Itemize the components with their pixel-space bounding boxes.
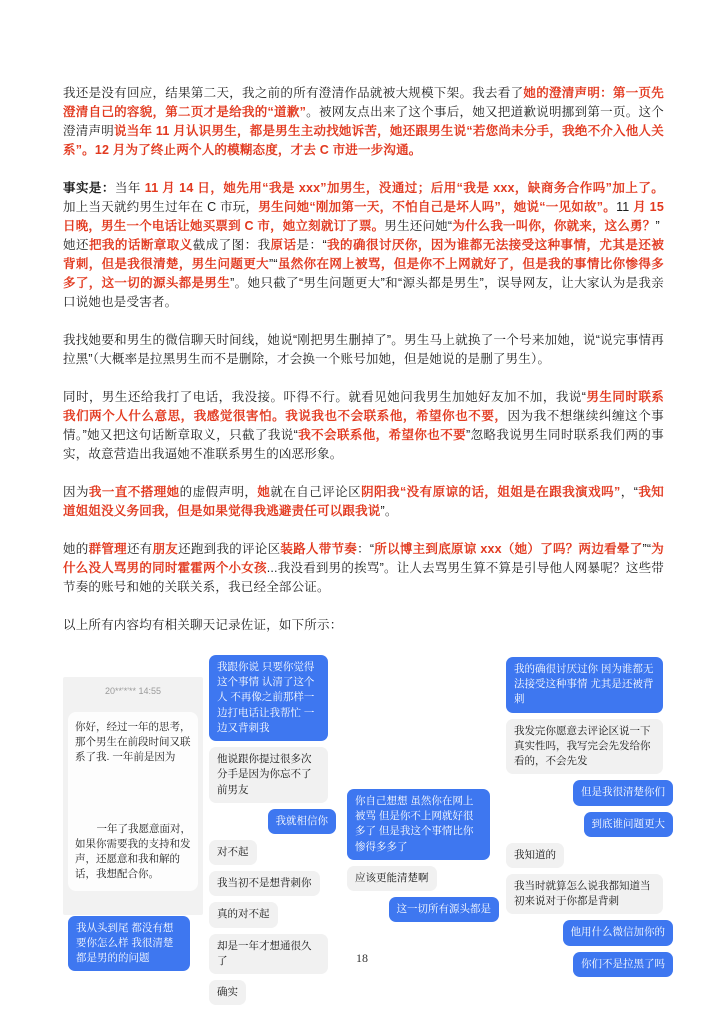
text-run: 的虚假声明， <box>179 485 258 499</box>
chat-bubble-incoming: 我知道的 <box>506 843 564 868</box>
highlighted-text-run: 男生同时联系我们两个人什么意思，我感觉很害怕。我说我也不会联系他，希望你也不要， <box>63 390 664 423</box>
chat-bubble-outgoing: 但是我很清楚你们 <box>573 780 673 805</box>
text-run: 她还 <box>63 238 89 252</box>
highlighted-text-run: 我知道姐姐没义务回我，但是如果觉得我逃避责任可以跟我说 <box>63 485 664 518</box>
chat-bubble-incoming: 对不起 <box>209 840 257 865</box>
text-run: ：“ <box>357 542 375 556</box>
text-run: 截成了图：我 <box>192 238 271 252</box>
redacted-gap <box>75 766 191 822</box>
chat-long-message-top: 你好，经过一年的思考，那个男生在前段时间又联系了我. 一年前是因为 <box>75 721 191 764</box>
text-run: ” <box>655 219 660 233</box>
text-run: 同时，男生还给我打了电话，我没接。吓得不行。就看见她问我男生加她好友加不加，我说“ <box>63 390 587 404</box>
text-run: 以上所有内容均有相关聊天记录佐证，如下所示： <box>63 618 343 632</box>
chat-screenshot-panel-c <box>341 647 499 915</box>
text-run: ”“ <box>269 257 278 271</box>
chat-bubble-outgoing: 我就相信你 <box>268 809 337 834</box>
paragraph <box>63 616 664 635</box>
chat-bubble-outgoing: 你们不是拉黑了吗 <box>573 952 673 977</box>
text-run: 因为 <box>63 485 89 499</box>
chat-screenshot-panel-d <box>502 647 673 970</box>
text-run: ”忽略我说男生同时联系我们两的事实，故意营造出我逼她不准联系男生的凶恶形象。 <box>63 428 664 461</box>
chat-long-message <box>68 712 198 891</box>
highlighted-text-run: 我一直不搭理她 <box>88 485 180 499</box>
text-run: 事实是： <box>63 181 115 195</box>
text-run: 。被网友点出来了这个事后，她又把道歉说明挪到第一页。这个澄清声明 <box>63 105 664 138</box>
text-run: 还跑到我的评论区 <box>178 542 281 556</box>
chat-screenshot-panel-b <box>206 647 338 999</box>
paragraph <box>63 388 664 464</box>
highlighted-text-run: 她 <box>257 485 271 499</box>
text-run: 还有 <box>126 542 153 556</box>
highlighted-text-run: 说当年 11 月认识男生，都是男生主动找她诉苦，她还跟男生说“若您尚未分手，我绝不介入他人关系”。12 月为了终止两个人的模糊态度，才去 C 市进一步沟通。 <box>63 124 664 157</box>
highlighted-text-run: 装路人带节奏 <box>280 542 358 556</box>
chat-bubble-incoming: 我发完你愿意去评论区说一下真实性吗，我写完会先发给你看的，不会先发 <box>506 719 663 775</box>
text-run: 男生还问她“ <box>384 219 453 233</box>
chat-bubble-incoming: 却是一年才想通很久了 <box>209 934 328 974</box>
highlighted-text-run: 我不会联系他，希望你也不要 <box>298 428 467 442</box>
chat-bubble-outgoing: 你自己想想 虽然你在网上被骂 但是你不上网就好很多了 但是我这个事情比你惨得多多了 <box>347 789 490 860</box>
highlighted-text-run: 阴阳我“没有原谅的话，姐姐是在跟我演戏吗” <box>361 485 621 499</box>
chat-bubble-incoming: 我当初不是想背刺你 <box>209 871 320 896</box>
chat-bubble-incoming: 他说跟你提过很多次分手是因为你忘不了前男友 <box>209 747 328 803</box>
text-run: 当年 <box>114 181 145 195</box>
paragraph <box>63 84 664 160</box>
highlighted-text-run: 男生问她“刚加第一天，不怕自己是坏人吗”，她说“一见如故”。 <box>258 200 617 214</box>
text-run: ”。她只截了“男生问题更大”和“源头都是男生”，误导网友，让大家认为是我亲口说她也是受害者。 <box>63 276 664 309</box>
text-run: 11 <box>616 200 634 214</box>
text-run: 就在自己评论区 <box>270 485 362 499</box>
text-run: ”“ <box>642 542 652 556</box>
paragraph <box>63 540 664 597</box>
highlighted-text-run: 为什么我一叫你，你就来，这么勇？ <box>452 219 656 233</box>
highlighted-text-run: 她的澄清声明：第一页先澄清自己的容貌，第二页才是给我的“道歉” <box>63 86 664 119</box>
chat-bubble-outgoing: 我跟你说 只要你觉得这个事情 认清了这个人 不再像之前那样一边打电话让我帮忙 一边又背刺我 <box>209 655 328 741</box>
text-run: ，“ <box>620 485 639 499</box>
highlighted-text-run: 群管理 <box>88 542 127 556</box>
text-run: 她的 <box>63 542 89 556</box>
highlighted-text-run: 把我的话断章取义 <box>88 238 193 252</box>
chat-bubble-outgoing: 到底谁问题更大 <box>584 812 674 837</box>
text-run: 加上当天就约男生过年在 C 市玩， <box>63 200 259 214</box>
chat-timestamp: 20**'*'** 14:55 <box>105 686 161 696</box>
highlighted-text-run: 11 月 14 日，她先用“我是 xxx”加男生，没通过；后用“我是 xxx，缺商务合作吗”加上了。 <box>144 181 664 195</box>
text-run: ...我没看到男的挨骂”。让人去骂男生算不算是引导他人网暴呢？这些带节奏的账号和她的关联关系，我已经全部公证。 <box>63 561 664 594</box>
chat-long-message-bottom: 一年了我愿意面对， <box>96 822 191 835</box>
chat-bubble-incoming: 应该更能清楚啊 <box>347 866 437 891</box>
chat-bubble-incoming: 我当时就算怎么说我都知道当初来说对于你都是背刺 <box>506 874 663 914</box>
chat-bubble-outgoing: 我从头到尾 都没有想要你怎么样 我很清楚都是男的的问题 <box>68 916 190 972</box>
chat-bubble-outgoing: 这一切所有源头都是 <box>389 897 500 922</box>
text-run: 我还是没有回应，结果第二天，我之前的所有澄清作品就被大规模下架。我去看了 <box>63 86 524 100</box>
page-number: 18 <box>356 951 368 965</box>
text-run: ”。 <box>380 504 398 518</box>
highlighted-text-run: 为什么没人骂男的同时霍霍两个小女孩 <box>63 542 665 575</box>
text-run: 因为我不想继续纠缠这个事情。”她又把这句话断章取义，只截了我说“ <box>63 409 664 442</box>
highlighted-text-run: 我的确很讨厌你，因为谁都无法接受这种事情，尤其是还被背刺，但是我很清楚，男生问题更大 <box>63 238 665 271</box>
chat-screenshot-panel-a <box>63 677 203 965</box>
highlighted-text-run: 虽然你在网上被骂，但是你不上网就好了，但是我的事情比你惨得多多了，这一切的源头都是男生 <box>63 257 664 290</box>
chat-bubble-incoming: 确实 <box>209 980 246 1005</box>
chat-bubble-incoming: 真的对不起 <box>209 902 278 927</box>
paragraph <box>63 483 664 521</box>
text-run: 我找她要和男生的微信聊天时间线，她说“刚把男生删掉了”。男生马上就换了一个号来加她，说“说完事情再拉黑”（大概率是拉黑男生而不是删除，才会换一个账号加她，但是她说的是删了男生）。 <box>63 333 664 366</box>
highlighted-text-run: 原话 <box>270 238 297 252</box>
chat-long-message-bottom: 如果你需要我的支持和发声，还愿意和我和解的话，我想配合你。 <box>75 837 191 881</box>
text-run: 是：“ <box>296 238 327 252</box>
highlighted-text-run: 所以博主到底原谅 xxx（她）了吗？两边看晕了 <box>374 542 643 556</box>
paragraph <box>63 331 664 369</box>
highlighted-text-run: 朋友 <box>152 542 179 556</box>
highlighted-text-run: 月 15 日晚，男生一个电话让她买票到 C 市，她立刻就订了票。 <box>63 200 664 233</box>
chat-bubble-outgoing: 他用什么微信加你的 <box>563 920 674 945</box>
paragraph <box>63 179 664 312</box>
chat-bubble-outgoing: 我的确很讨厌过你 因为谁都无法接受这种事情 尤其是还被背刺 <box>506 657 663 713</box>
